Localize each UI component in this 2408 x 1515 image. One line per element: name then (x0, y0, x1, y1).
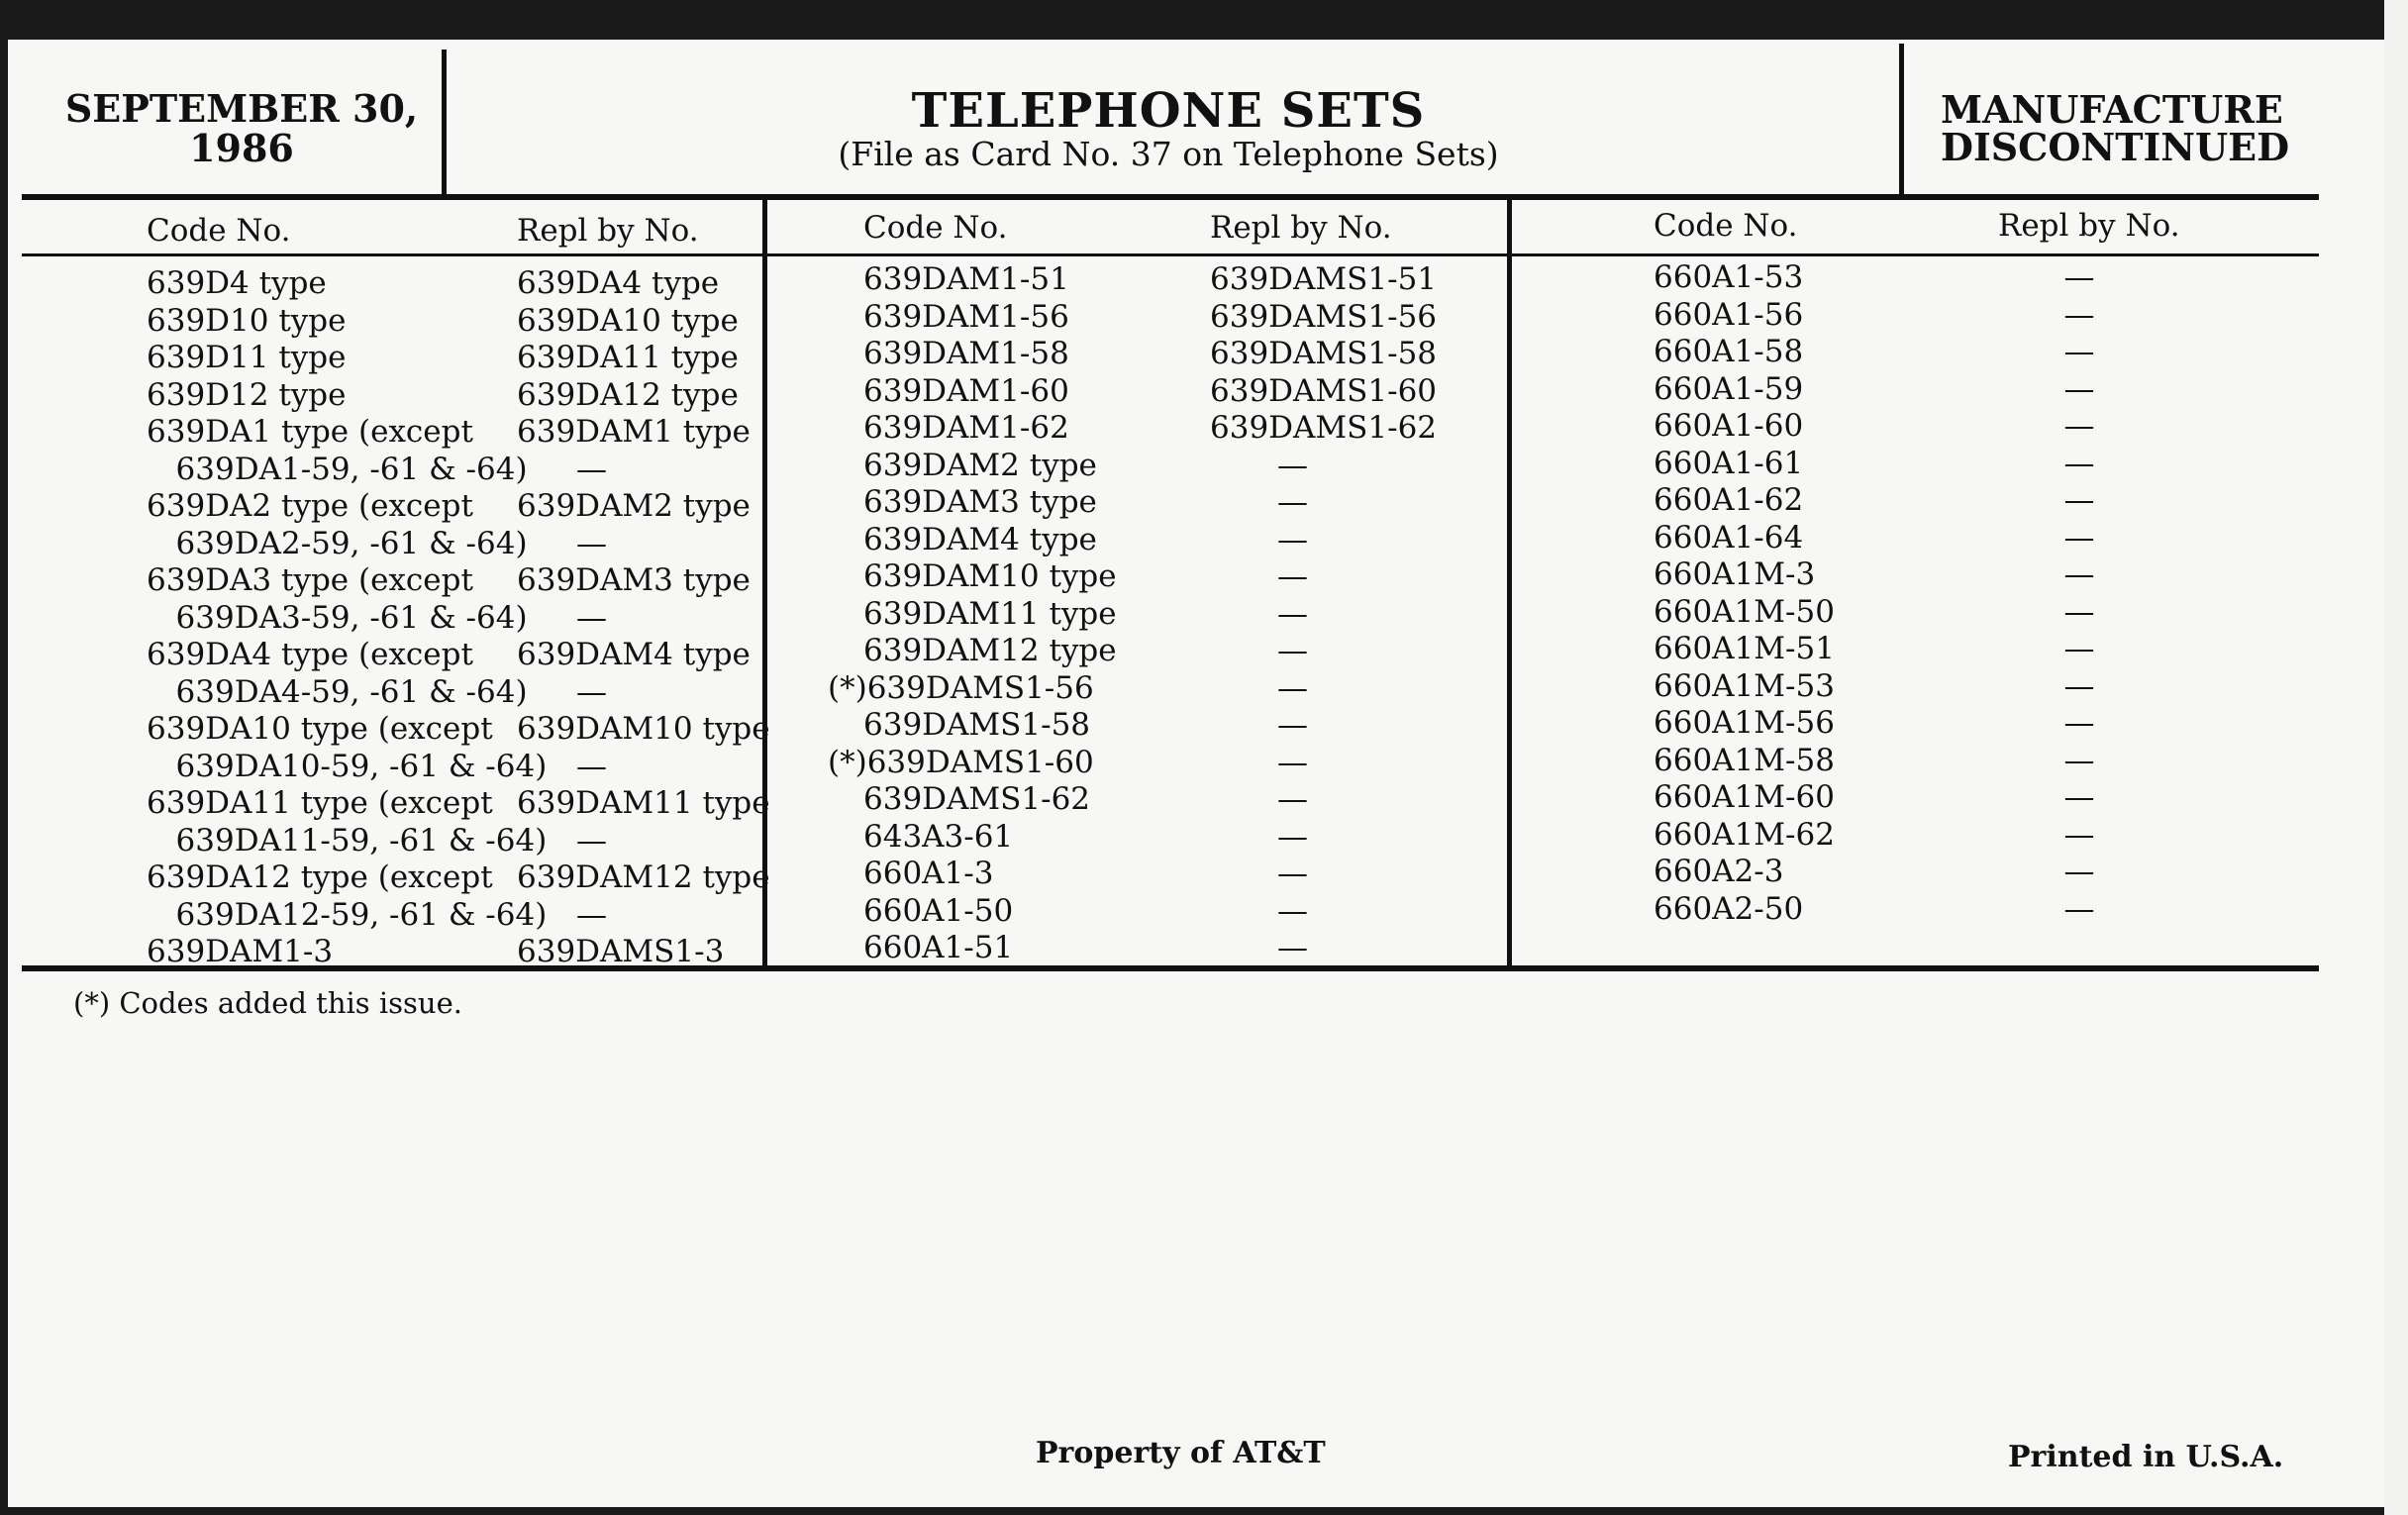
repl-cell: — (1277, 892, 1308, 929)
code-cell: 660A1-62 (1654, 482, 1804, 518)
code-cell: 639D4 type (147, 265, 327, 301)
code-cell: 660A1-53 (1654, 259, 1804, 295)
repl-cell: 639DAMS1-58 (1210, 336, 1438, 371)
t1-repl-header: Repl by No. (517, 213, 699, 249)
repl-cell: — (2063, 408, 2095, 444)
t2-code-header: Code No. (863, 210, 1008, 246)
repl-cell: 639DA12 type (517, 376, 739, 413)
code-cell: 639DAM1-60 (863, 372, 1069, 409)
status-line2: DISCONTINUED (1941, 125, 2290, 169)
status-line1: MANUFACTURE (1941, 87, 2283, 132)
repl-cell: 639DAMS1-56 (1210, 298, 1438, 335)
repl-cell: — (1277, 744, 1308, 780)
repl-cell: — (1277, 558, 1308, 594)
code-cell: 639DAM1-51 (863, 261, 1069, 297)
header-divider-right (1899, 44, 1904, 194)
page-title: TELEPHONE SETS (911, 83, 1426, 139)
card-edge (2384, 0, 2408, 1515)
code-cell: 639D10 type (147, 302, 347, 339)
repl-cell: — (576, 896, 607, 933)
repl-cell: — (1277, 447, 1308, 483)
code-cell: 660A2-50 (1654, 890, 1804, 927)
code-cell: 639DAM10 type (863, 558, 1117, 594)
t3-code-column (1654, 259, 1835, 928)
repl-cell: 639DAMS1-60 (1210, 372, 1438, 409)
code-cell: 639DAM1-3 (147, 934, 334, 969)
repl-cell: — (1277, 633, 1308, 668)
repl-cell: — (2063, 890, 2095, 927)
repl-cell: — (1277, 818, 1308, 855)
repl-cell: — (2063, 705, 2095, 741)
repl-cell: — (2063, 370, 2095, 407)
code-cell: 660A1M-50 (1654, 593, 1835, 630)
repl-cell: — (576, 525, 607, 561)
repl-cell: 639DAM11 type (517, 785, 770, 821)
code-cell: 660A1-59 (1654, 370, 1804, 407)
repl-cell: 639DA4 type (517, 265, 720, 301)
code-cell: 660A1-51 (863, 930, 1014, 965)
repl-cell: 639DAMS1-3 (517, 934, 725, 969)
repl-cell: 639DAM1 type (517, 414, 751, 450)
repl-cell: — (2063, 854, 2095, 889)
code-cell: 660A1-61 (1654, 445, 1804, 481)
code-cell: 639DA4 type (except (147, 637, 473, 672)
status-block (1941, 87, 2357, 169)
repl-cell: — (2063, 259, 2095, 295)
code-cell: 660A1-64 (1654, 519, 1804, 556)
code-cell: 639DAM11 type (863, 595, 1117, 632)
repl-cell: — (2063, 631, 2095, 666)
code-cell: 639DA2-59, -61 & -64) (147, 525, 528, 561)
code-cell: 639D11 type (147, 340, 347, 375)
repl-cell: — (2063, 482, 2095, 518)
repl-cell: — (2063, 593, 2095, 630)
repl-cell: — (2063, 445, 2095, 481)
repl-cell: 639DA10 type (517, 302, 739, 339)
table-divider-2 (1507, 198, 1512, 968)
repl-cell: — (2063, 667, 2095, 704)
repl-cell: — (2063, 779, 2095, 815)
code-cell: 639DA11 type (except (147, 785, 493, 821)
code-cell: (*)639DAMS1-56 (828, 669, 1094, 706)
code-cell: 639DAM4 type (863, 521, 1097, 557)
code-cell: 660A1M-53 (1654, 667, 1835, 704)
repl-cell: — (576, 673, 607, 710)
repl-cell: — (576, 822, 607, 858)
repl-cell: 639DAM3 type (517, 562, 751, 598)
repl-cell: 639DAMS1-51 (1210, 261, 1438, 297)
repl-cell: — (2063, 519, 2095, 556)
code-cell: (*)639DAMS1-60 (828, 744, 1094, 780)
code-cell: 639DAM3 type (863, 484, 1097, 520)
code-cell: 660A1M-56 (1654, 705, 1835, 741)
code-cell: 660A1M-62 (1654, 816, 1835, 853)
code-cell: 643A3-61 (863, 818, 1014, 855)
t2-code-column (828, 261, 1117, 967)
t1-code-header: Code No. (147, 213, 291, 249)
page-title-block (446, 85, 1891, 172)
code-cell: 639DA10 type (except (147, 711, 493, 747)
repl-cell: 639DAM4 type (517, 637, 751, 672)
t2-repl-header: Repl by No. (1210, 210, 1392, 246)
column-header-rule (22, 253, 2319, 256)
repl-cell: — (2063, 556, 2095, 592)
repl-cell: — (1277, 856, 1308, 891)
repl-cell: 639DA11 type (517, 340, 739, 375)
issue-date (53, 86, 430, 170)
code-cell: 660A1-50 (863, 892, 1014, 929)
code-cell: 639DA3-59, -61 & -64) (147, 599, 528, 636)
code-cell: 639DA12 type (except (147, 859, 493, 895)
t3-repl-header: Repl by No. (1998, 208, 2180, 244)
code-cell: 639DA1-59, -61 & -64) (147, 451, 528, 487)
code-cell: 639DAM1-56 (863, 298, 1069, 335)
code-cell: 660A1M-58 (1654, 742, 1835, 778)
code-cell: 639DA2 type (except (147, 488, 473, 524)
code-cell: 639DA12-59, -61 & -64) (147, 896, 548, 933)
repl-cell: — (1277, 669, 1308, 706)
code-cell: 639DAM1-58 (863, 336, 1069, 371)
repl-cell: — (1277, 781, 1308, 817)
t3-code-header: Code No. (1654, 208, 1798, 244)
repl-cell: — (1277, 707, 1308, 743)
code-cell: 639DAMS1-58 (863, 707, 1091, 743)
repl-cell: 639DAMS1-62 (1210, 410, 1438, 446)
footnote: (*) Codes added this issue. (73, 986, 462, 1020)
code-cell: 639DAM2 type (863, 447, 1097, 483)
code-cell: 660A1M-60 (1654, 779, 1835, 815)
repl-cell: — (2063, 742, 2095, 778)
property-notice: Property of AT&T (1036, 1436, 1326, 1470)
code-cell: 660A1-58 (1654, 334, 1804, 369)
t1-repl-column (517, 265, 770, 971)
page-subtitle: (File as Card No. 37 on Telephone Sets) (838, 135, 1499, 173)
repl-cell: 639DAM2 type (517, 488, 751, 524)
repl-cell: 639DAM12 type (517, 859, 770, 895)
header-rule (22, 194, 2319, 200)
repl-cell: — (1277, 484, 1308, 520)
code-cell: 639DAMS1-62 (863, 781, 1091, 817)
code-cell: 639DA3 type (except (147, 562, 473, 598)
printed-notice: Printed in U.S.A. (2008, 1440, 2284, 1474)
repl-cell: — (2063, 334, 2095, 369)
repl-cell: — (576, 451, 607, 487)
repl-cell: — (1277, 930, 1308, 965)
repl-cell: 639DAM10 type (517, 711, 770, 747)
code-cell: 660A1-60 (1654, 408, 1804, 444)
t1-code-column (147, 265, 547, 971)
issue-date-line2: 1986 (189, 126, 294, 170)
code-cell: 639DA4-59, -61 & -64) (147, 673, 528, 710)
repl-cell: — (2063, 816, 2095, 853)
code-cell: 639DA10-59, -61 & -64) (147, 748, 548, 784)
code-cell: 660A2-3 (1654, 854, 1784, 889)
t3-repl-column (2040, 259, 2119, 928)
code-cell: 639DA11-59, -61 & -64) (147, 822, 548, 858)
repl-cell: — (2063, 296, 2095, 333)
code-cell: 660A1-3 (863, 856, 994, 891)
code-cell: 660A1M-51 (1654, 631, 1835, 666)
repl-cell: — (576, 748, 607, 784)
code-cell: 639DAM1-62 (863, 410, 1069, 446)
repl-cell: — (1277, 595, 1308, 632)
issue-date-line1: SEPTEMBER 30, (64, 86, 419, 131)
repl-cell: — (576, 599, 607, 636)
code-cell: 660A1-56 (1654, 296, 1804, 333)
code-cell: 639D12 type (147, 376, 347, 413)
code-cell: 639DA1 type (except (147, 414, 473, 450)
t2-repl-column (1210, 261, 1438, 967)
code-cell: 660A1M-3 (1654, 556, 1816, 592)
repl-cell: — (1277, 521, 1308, 557)
code-cell: 639DAM12 type (863, 633, 1117, 668)
